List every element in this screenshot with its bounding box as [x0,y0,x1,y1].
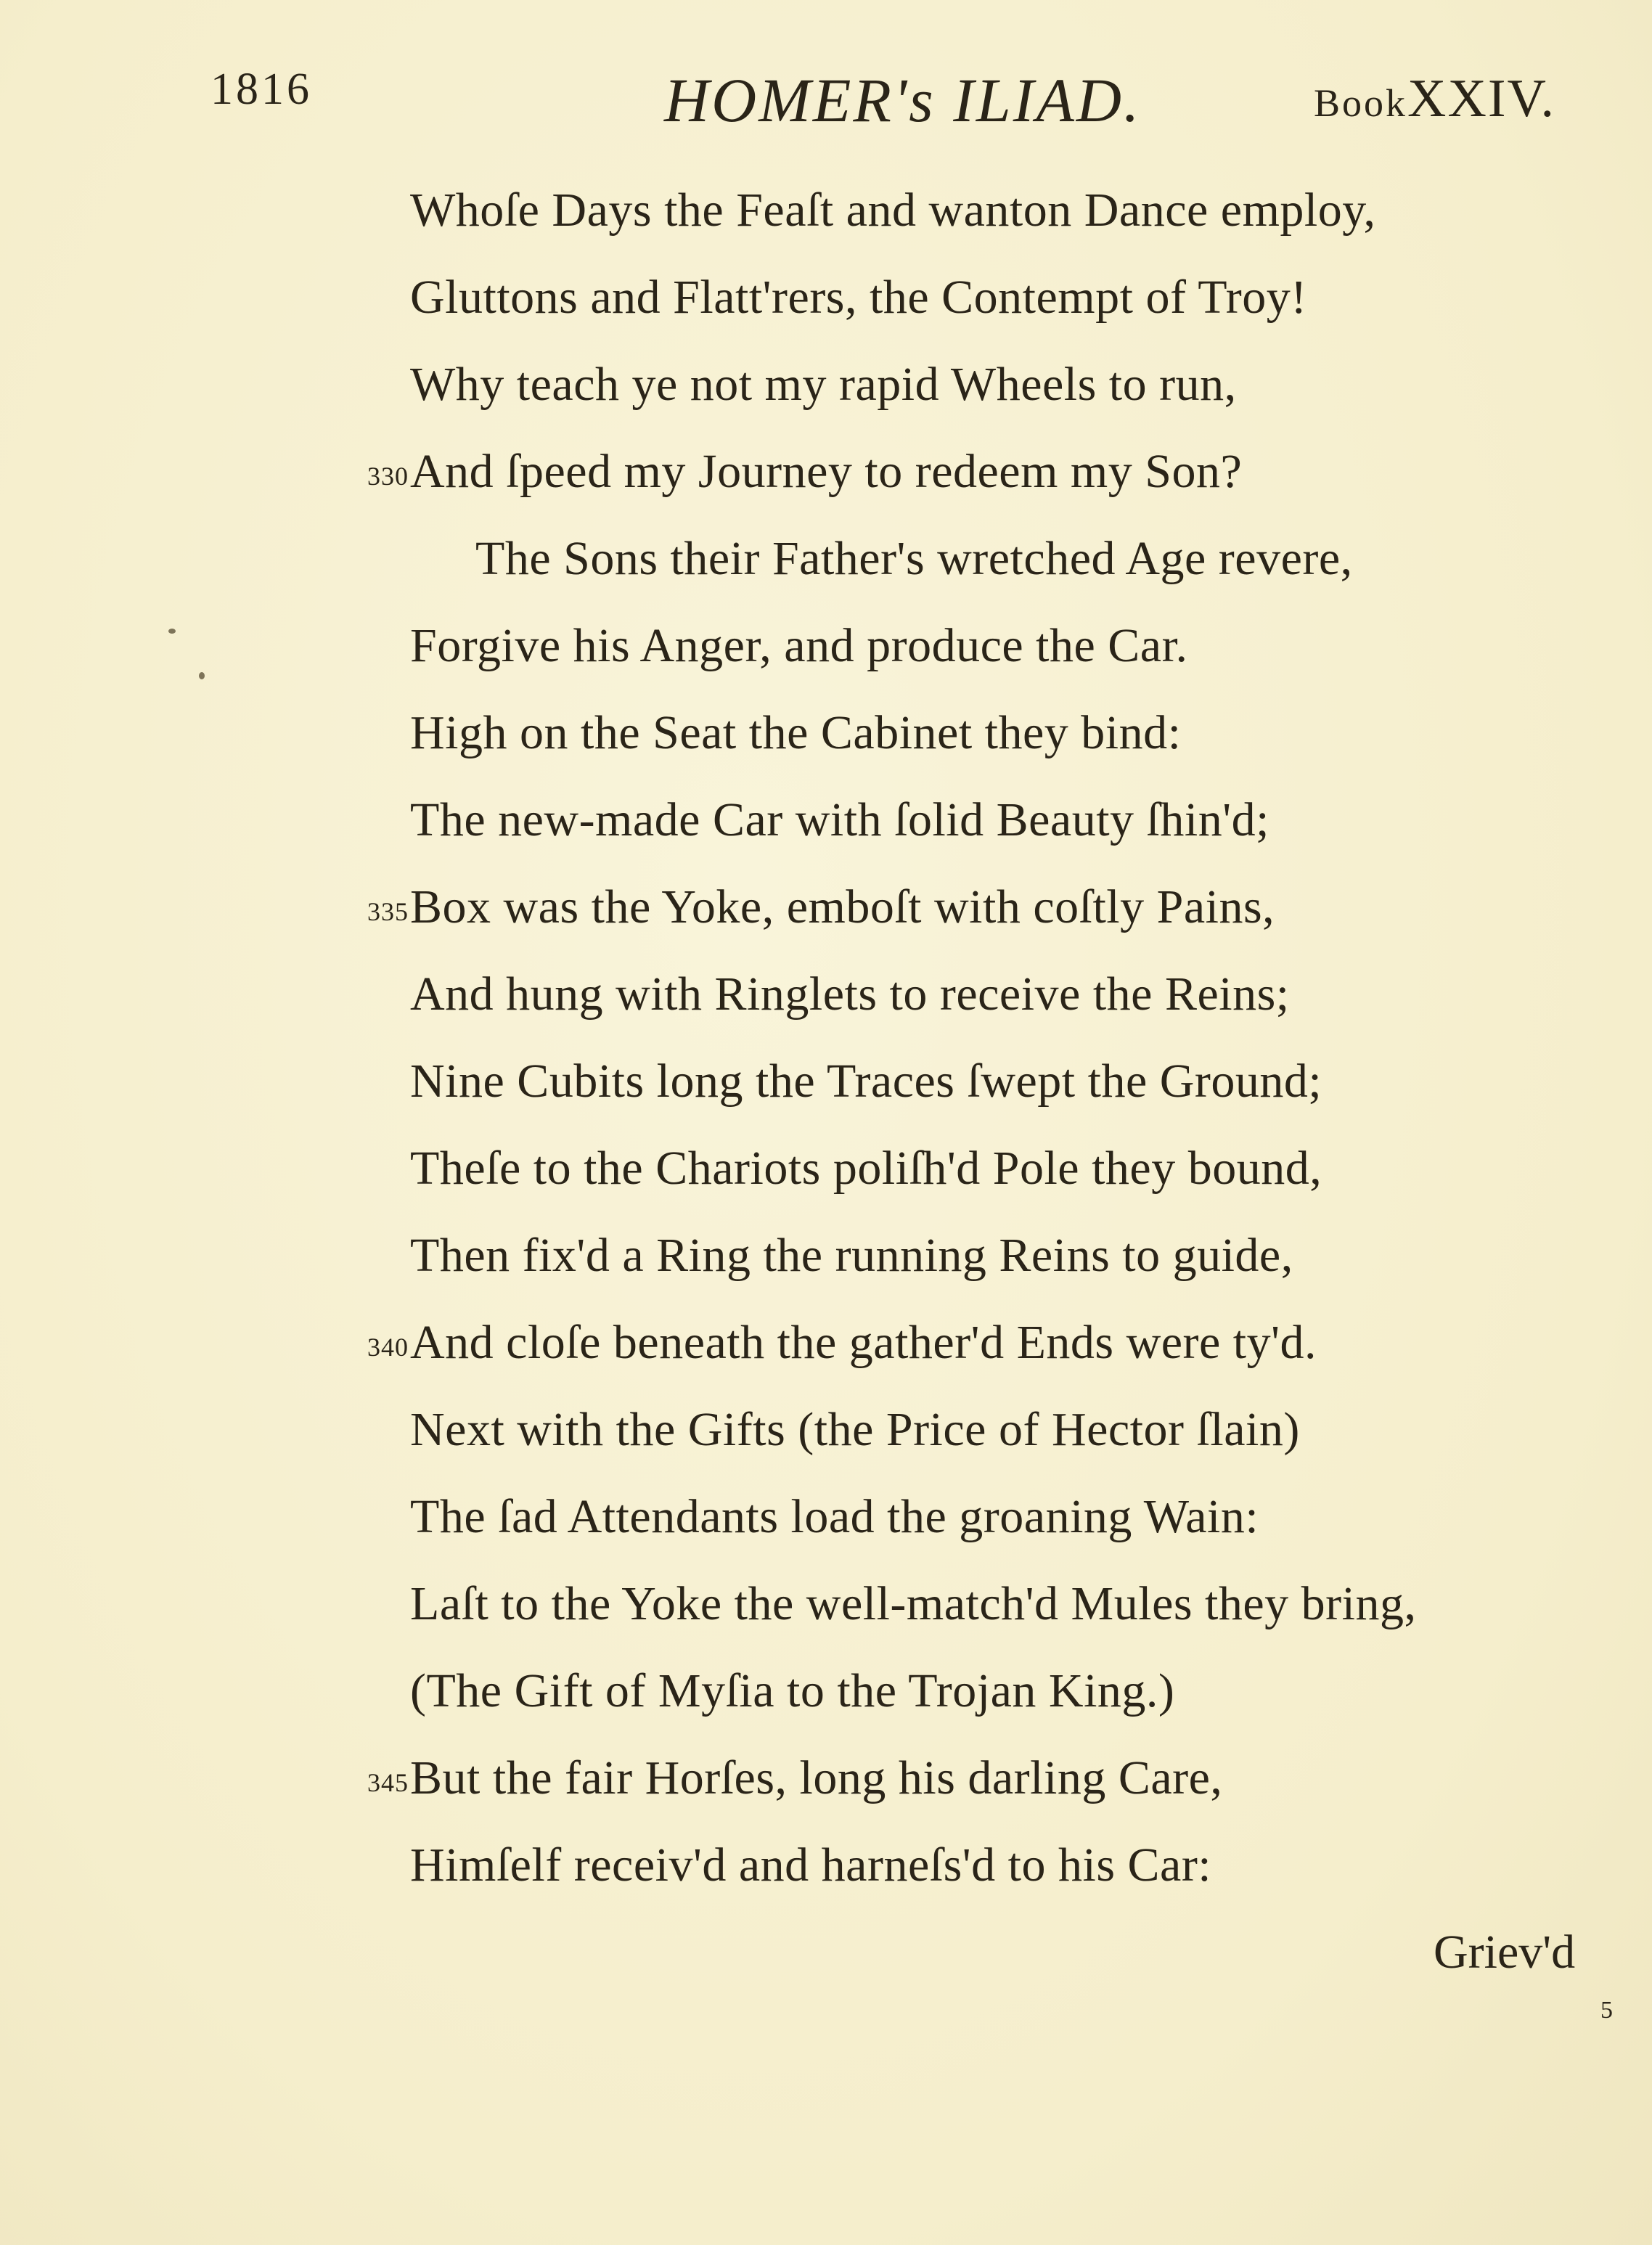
verse-line: Himſelf receiv'd and harneſs'd to his Car: [410,1839,1212,1892]
signature-mark: 5 [1600,1997,1613,2024]
running-head [210,64,1633,144]
verse-line: And hung with Ringlets to receive the Reins; [410,968,1290,1021]
verse-line: High on the Seat the Cabinet they bind: [410,706,1182,759]
ink-speck [168,629,176,634]
verse-line: Why teach ye not my rapid Wheels to run, [410,358,1237,411]
verse-line: (The Gift of Myſia to the Trojan King.) [410,1664,1175,1717]
line-number: 335 [367,897,409,926]
line-number: 345 [367,1768,409,1797]
book-label [1314,68,1555,130]
verse-line: And cloſe beneath the gather'd Ends were ty'd. [410,1316,1317,1369]
verse-line: Whoſe Days the Feaſt and wanton Dance employ, [410,184,1376,237]
verse-line: Then fix'd a Ring the running Reins to guide, [410,1229,1293,1282]
page-number: 1816 [210,65,312,114]
verse-line: Forgive his Anger, and produce the Car. [410,619,1188,672]
book-word: Book [1314,81,1408,125]
book-number: XXIV. [1407,69,1555,128]
verse-line: The Sons their Father's wretched Age revere, [475,532,1353,585]
ink-speck [199,672,205,679]
verse-line: Nine Cubits long the Traces ſwept the Ground; [410,1055,1322,1108]
verse-line: The ſad Attendants load the groaning Wain: [410,1490,1259,1543]
verse-line: And ſpeed my Journey to redeem my Son? [410,445,1243,498]
catchword: Griev'd [1434,1926,1576,1979]
verse-line: But the fair Horſes, long his darling Care, [410,1751,1223,1804]
line-number: 330 [367,462,409,491]
verse-line: Laſt to the Yoke the well-match'd Mules they bring, [410,1577,1417,1630]
verse-line: Box was the Yoke, emboſt with coſtly Pains, [410,880,1275,933]
verse-line: Gluttons and Flatt'rers, the Contempt of Troy! [410,271,1307,324]
line-number: 340 [367,1333,409,1362]
verse-line: Next with the Gifts (the Price of Hector ſlain) [410,1403,1300,1456]
running-title: HOMER's ILIAD. [664,65,1142,135]
verse-line: Theſe to the Chariots poliſh'd Pole they bound, [410,1142,1322,1195]
verse-line: The new-made Car with ſolid Beauty ſhin'd; [410,793,1269,846]
